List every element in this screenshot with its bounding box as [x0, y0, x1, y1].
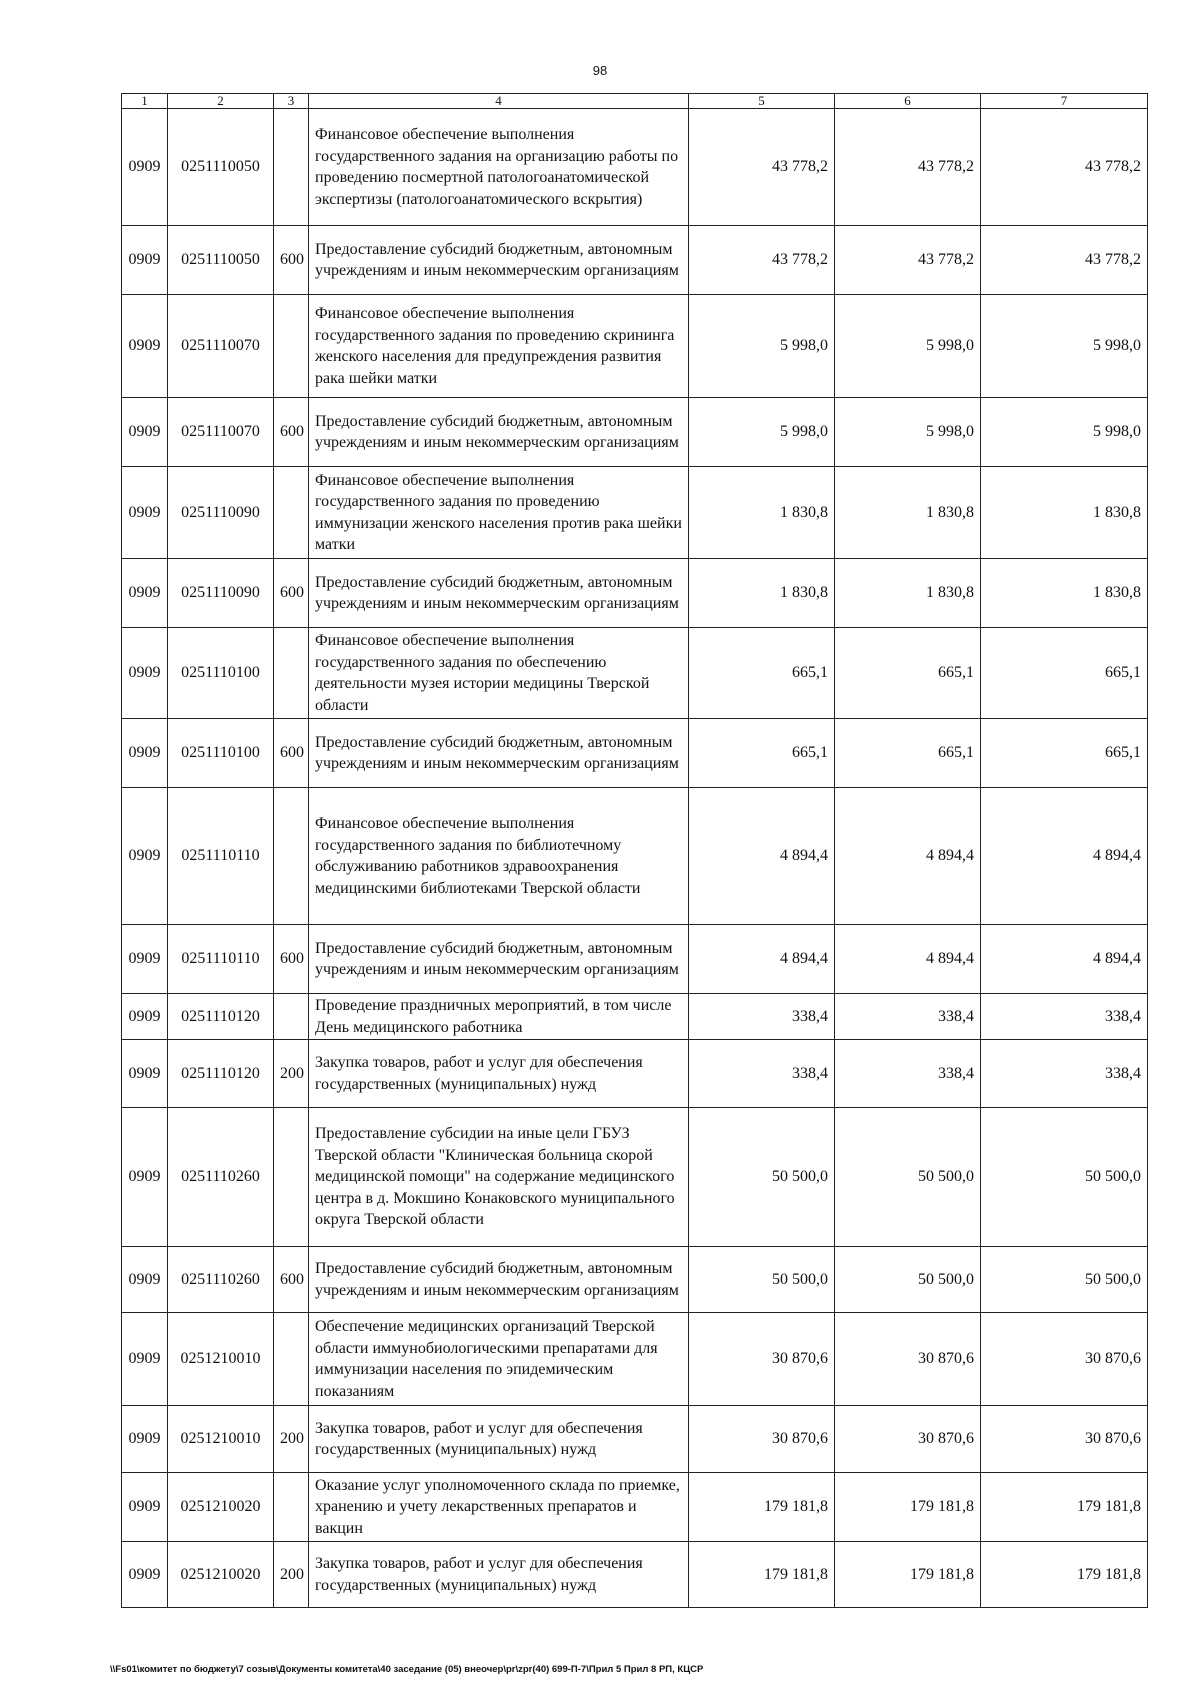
section-code: 0909 — [122, 559, 168, 628]
value-col7: 338,4 — [981, 1040, 1148, 1108]
description: Предоставление субсидий бюджетным, автономным учреждениям и иным некоммерческим организациям — [309, 398, 689, 467]
value-col7: 179 181,8 — [981, 1473, 1148, 1542]
section-code: 0909 — [122, 1313, 168, 1406]
value-col6: 179 181,8 — [835, 1542, 981, 1608]
table-row — [122, 788, 1148, 925]
description: Предоставление субсидий бюджетным, автономным учреждениям и иным некоммерческим организациям — [309, 226, 689, 295]
value-col6: 5 998,0 — [835, 398, 981, 467]
value-col6: 338,4 — [835, 994, 981, 1040]
description: Финансовое обеспечение выполнения государственного задания по обеспечению деятельности музея истории медицины Тверской области — [309, 628, 689, 719]
value-col7: 665,1 — [981, 719, 1148, 788]
value-col5: 338,4 — [689, 1040, 835, 1108]
target-code: 0251110100 — [168, 628, 274, 719]
value-col6: 30 870,6 — [835, 1313, 981, 1406]
value-col7: 5 998,0 — [981, 295, 1148, 398]
table-row — [122, 1108, 1148, 1247]
target-code: 0251210020 — [168, 1542, 274, 1608]
value-col7: 179 181,8 — [981, 1542, 1148, 1608]
value-col6: 43 778,2 — [835, 226, 981, 295]
description: Предоставление субсидий бюджетным, автономным учреждениям и иным некоммерческим организациям — [309, 719, 689, 788]
table-row — [122, 1542, 1148, 1608]
value-col7: 50 500,0 — [981, 1108, 1148, 1247]
expense-type: 200 — [274, 1542, 309, 1608]
target-code: 0251210010 — [168, 1313, 274, 1406]
page-number: 98 — [592, 63, 608, 78]
file-path-footer: \\Fs01\комитет по бюджету\7 созыв\Документы комитета\40 заседание (05) внеочер\pr\zpr(40) 699-П-7\Прил 5 Прил 8 РП, КЦСР — [110, 1664, 704, 1675]
value-col5: 5 998,0 — [689, 398, 835, 467]
description: Предоставление субсидий бюджетным, автономным учреждениям и иным некоммерческим организациям — [309, 1247, 689, 1313]
table-row — [122, 628, 1148, 719]
table-row — [122, 1406, 1148, 1473]
description: Предоставление субсидий бюджетным, автономным учреждениям и иным некоммерческим организациям — [309, 559, 689, 628]
col-header: 4 — [309, 94, 689, 109]
table-row — [122, 1040, 1148, 1108]
expense-type — [274, 1108, 309, 1247]
value-col6: 338,4 — [835, 1040, 981, 1108]
value-col6: 50 500,0 — [835, 1108, 981, 1247]
expense-type — [274, 1313, 309, 1406]
value-col5: 4 894,4 — [689, 925, 835, 994]
value-col5: 179 181,8 — [689, 1473, 835, 1542]
target-code: 0251110120 — [168, 1040, 274, 1108]
value-col5: 30 870,6 — [689, 1406, 835, 1473]
expense-type: 600 — [274, 226, 309, 295]
col-header: 7 — [981, 94, 1148, 109]
target-code: 0251110070 — [168, 295, 274, 398]
target-code: 0251110110 — [168, 925, 274, 994]
value-col6: 1 830,8 — [835, 559, 981, 628]
table-row — [122, 1313, 1148, 1406]
description: Оказание услуг уполномоченного склада по приемке, хранению и учету лекарственных препаратов и вакцин — [309, 1473, 689, 1542]
value-col5: 50 500,0 — [689, 1108, 835, 1247]
section-code: 0909 — [122, 295, 168, 398]
expense-type: 600 — [274, 719, 309, 788]
value-col5: 4 894,4 — [689, 788, 835, 925]
value-col5: 43 778,2 — [689, 226, 835, 295]
table-row — [122, 925, 1148, 994]
value-col7: 43 778,2 — [981, 109, 1148, 226]
table-row — [122, 559, 1148, 628]
table-row — [122, 467, 1148, 559]
description: Предоставление субсидий бюджетным, автономным учреждениям и иным некоммерческим организациям — [309, 925, 689, 994]
section-code: 0909 — [122, 1542, 168, 1608]
expense-type — [274, 1473, 309, 1542]
section-code: 0909 — [122, 109, 168, 226]
target-code: 0251110260 — [168, 1108, 274, 1247]
description: Проведение праздничных мероприятий, в том числе День медицинского работника — [309, 994, 689, 1040]
table-row — [122, 109, 1148, 226]
value-col7: 30 870,6 — [981, 1313, 1148, 1406]
description: Закупка товаров, работ и услуг для обеспечения государственных (муниципальных) нужд — [309, 1542, 689, 1608]
value-col5: 1 830,8 — [689, 467, 835, 559]
description: Предоставление субсидии на иные цели ГБУЗ Тверской области "Клиническая больница скорой медицинской помощи" на содержание медицинского центра в д. Мокшино Конаковского муниципального округа Тверской области — [309, 1108, 689, 1247]
expense-type: 600 — [274, 559, 309, 628]
section-code: 0909 — [122, 1473, 168, 1542]
section-code: 0909 — [122, 1247, 168, 1313]
section-code: 0909 — [122, 1040, 168, 1108]
value-col6: 5 998,0 — [835, 295, 981, 398]
value-col5: 5 998,0 — [689, 295, 835, 398]
section-code: 0909 — [122, 925, 168, 994]
col-header: 3 — [274, 94, 309, 109]
value-col5: 665,1 — [689, 628, 835, 719]
target-code: 0251110050 — [168, 226, 274, 295]
section-code: 0909 — [122, 719, 168, 788]
target-code: 0251110260 — [168, 1247, 274, 1313]
value-col5: 50 500,0 — [689, 1247, 835, 1313]
value-col6: 665,1 — [835, 719, 981, 788]
value-col7: 5 998,0 — [981, 398, 1148, 467]
table-row — [122, 1473, 1148, 1542]
table-row — [122, 295, 1148, 398]
value-col7: 4 894,4 — [981, 788, 1148, 925]
section-code: 0909 — [122, 398, 168, 467]
target-code: 0251110110 — [168, 788, 274, 925]
value-col6: 50 500,0 — [835, 1247, 981, 1313]
description: Финансовое обеспечение выполнения государственного задания по проведению иммунизации женского населения против рака шейки матки — [309, 467, 689, 559]
table-row — [122, 226, 1148, 295]
description: Финансовое обеспечение выполнения государственного задания по библиотечному обслуживанию работников здравоохранения медицинскими библиотеками Тверской области — [309, 788, 689, 925]
section-code: 0909 — [122, 1406, 168, 1473]
expense-type: 600 — [274, 925, 309, 994]
target-code: 0251110090 — [168, 467, 274, 559]
col-header: 1 — [122, 94, 168, 109]
expense-type: 600 — [274, 1247, 309, 1313]
section-code: 0909 — [122, 467, 168, 559]
value-col7: 4 894,4 — [981, 925, 1148, 994]
value-col5: 179 181,8 — [689, 1542, 835, 1608]
expense-type: 200 — [274, 1406, 309, 1473]
section-code: 0909 — [122, 628, 168, 719]
expense-type — [274, 994, 309, 1040]
target-code: 0251110090 — [168, 559, 274, 628]
value-col7: 338,4 — [981, 994, 1148, 1040]
table-row — [122, 1247, 1148, 1313]
expense-type: 200 — [274, 1040, 309, 1108]
col-header: 2 — [168, 94, 274, 109]
target-code: 0251110120 — [168, 994, 274, 1040]
col-header: 5 — [689, 94, 835, 109]
value-col7: 43 778,2 — [981, 226, 1148, 295]
value-col6: 43 778,2 — [835, 109, 981, 226]
table-body — [122, 109, 1148, 1608]
value-col5: 338,4 — [689, 994, 835, 1040]
description: Обеспечение медицинских организаций Тверской области иммунобиологическими препаратами для иммунизации населения по эпидемическим показаниям — [309, 1313, 689, 1406]
target-code: 0251210020 — [168, 1473, 274, 1542]
value-col5: 665,1 — [689, 719, 835, 788]
table-row — [122, 719, 1148, 788]
table-row — [122, 398, 1148, 467]
value-col7: 1 830,8 — [981, 559, 1148, 628]
expense-type — [274, 628, 309, 719]
expense-type — [274, 295, 309, 398]
value-col5: 1 830,8 — [689, 559, 835, 628]
value-col7: 50 500,0 — [981, 1247, 1148, 1313]
value-col6: 179 181,8 — [835, 1473, 981, 1542]
expense-type — [274, 788, 309, 925]
value-col5: 30 870,6 — [689, 1313, 835, 1406]
value-col6: 1 830,8 — [835, 467, 981, 559]
section-code: 0909 — [122, 788, 168, 925]
target-code: 0251110050 — [168, 109, 274, 226]
section-code: 0909 — [122, 226, 168, 295]
target-code: 0251110070 — [168, 398, 274, 467]
target-code: 0251210010 — [168, 1406, 274, 1473]
budget-table — [121, 93, 1148, 1608]
value-col7: 1 830,8 — [981, 467, 1148, 559]
expense-type: 600 — [274, 398, 309, 467]
description: Финансовое обеспечение выполнения государственного задания по проведению скрининга женского населения для предупреждения развития рака шейки матки — [309, 295, 689, 398]
value-col7: 665,1 — [981, 628, 1148, 719]
value-col6: 30 870,6 — [835, 1406, 981, 1473]
expense-type — [274, 467, 309, 559]
value-col7: 30 870,6 — [981, 1406, 1148, 1473]
section-code: 0909 — [122, 994, 168, 1040]
description: Финансовое обеспечение выполнения государственного задания на организацию работы по проведению посмертной патологоанатомической экспертизы (патологоанатомического вскрытия) — [309, 109, 689, 226]
value-col6: 665,1 — [835, 628, 981, 719]
target-code: 0251110100 — [168, 719, 274, 788]
value-col5: 43 778,2 — [689, 109, 835, 226]
expense-type — [274, 109, 309, 226]
value-col6: 4 894,4 — [835, 925, 981, 994]
table-row — [122, 994, 1148, 1040]
description: Закупка товаров, работ и услуг для обеспечения государственных (муниципальных) нужд — [309, 1406, 689, 1473]
col-header: 6 — [835, 94, 981, 109]
description: Закупка товаров, работ и услуг для обеспечения государственных (муниципальных) нужд — [309, 1040, 689, 1108]
column-number-row — [122, 94, 1148, 109]
value-col6: 4 894,4 — [835, 788, 981, 925]
section-code: 0909 — [122, 1108, 168, 1247]
